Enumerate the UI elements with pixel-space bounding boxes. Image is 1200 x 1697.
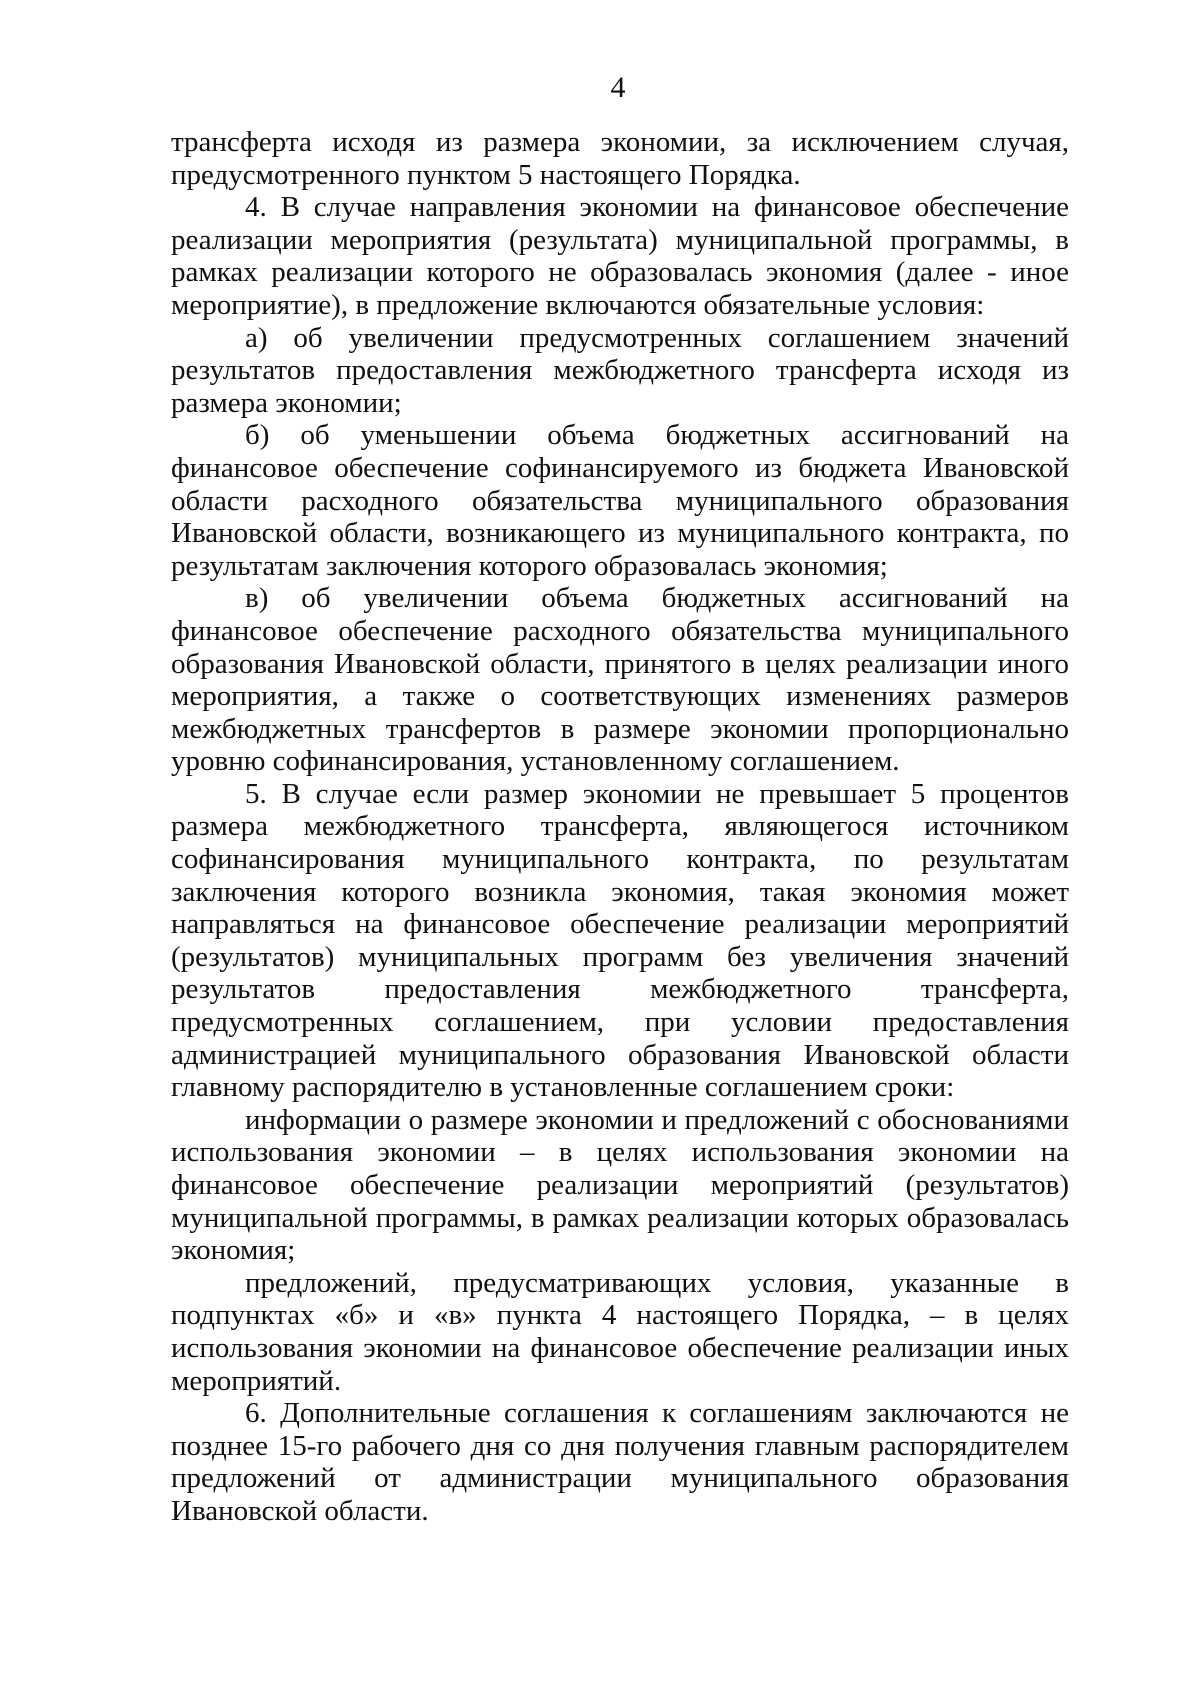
subparagraph-v: в) об увеличении объема бюджетных ассигнований на финансовое обеспечение расходного обязательства муниципального образования Ивановской области, принятого в целях реализации иного мероприятия, а также о соответствующих изменениях размеров межбюджетных трансфертов в размере экономии пропорционально уровню софинансирования, установленному соглашением. — [171, 582, 1069, 778]
paragraph-item-4: 4. В случае направления экономии на финансовое обеспечение реализации мероприятия (результата) муниципальной программы, в рамках реализации которого не образовалась экономия (далее - иное мероприятие), в предложение включаются обязательные условия: — [171, 191, 1069, 321]
paragraph-item-5: 5. В случае если размер экономии не превышает 5 процентов размера межбюджетного трансферта, являющегося источником софинансирования муниципального контракта, по результатам заключения которого возникла экономия, такая экономия может направляться на финансовое обеспечение реализации мероприятий (результатов) муниципальных программ без увеличения значений результатов предоставления межбюджетного трансферта, предусмотренных соглашением, при условии предоставления администрацией муниципального образования Ивановской области главному распорядителю в установленные соглашением сроки: — [171, 777, 1069, 1104]
subparagraph-b: б) об уменьшении объема бюджетных ассигнований на финансовое обеспечение софинансируемого из бюджета Ивановской области расходного обязательства муниципального образования Ивановской области, возникающего из муниципального контракта, по результатам заключения которого образовалась экономия; — [171, 419, 1069, 582]
page-number: 4 — [610, 71, 626, 104]
paragraph-item-5-proposals: предложений, предусматривающих условия, указанные в подпунктах «б» и «в» пункта 4 настоящего Порядка, – в целях использования экономии на финансовое обеспечение реализации иных мероприятий. — [171, 1266, 1069, 1397]
paragraph-item-5-info: информации о размере экономии и предложений с обоснованиями использования экономии – в целях использования экономии на финансовое обеспечение реализации мероприятий (результатов) муниципальной программы, в рамках реализации которых образовалась экономия; — [171, 1103, 1069, 1267]
subparagraph-a: а) об увеличении предусмотренных соглашением значений результатов предоставления межбюджетного трансферта исходя из размера экономии; — [171, 321, 1069, 419]
paragraph-item-6: 6. Дополнительные соглашения к соглашениям заключаются не позднее 15-го рабочего дня со дня получения главным распорядителем предложений от администрации муниципального образования Ивановской области. — [171, 1397, 1069, 1527]
document-body — [171, 126, 1069, 1528]
paragraph-continuation: трансферта исходя из размера экономии, за исключением случая, предусмотренного пунктом 5 настоящего Порядка. — [171, 126, 1069, 191]
